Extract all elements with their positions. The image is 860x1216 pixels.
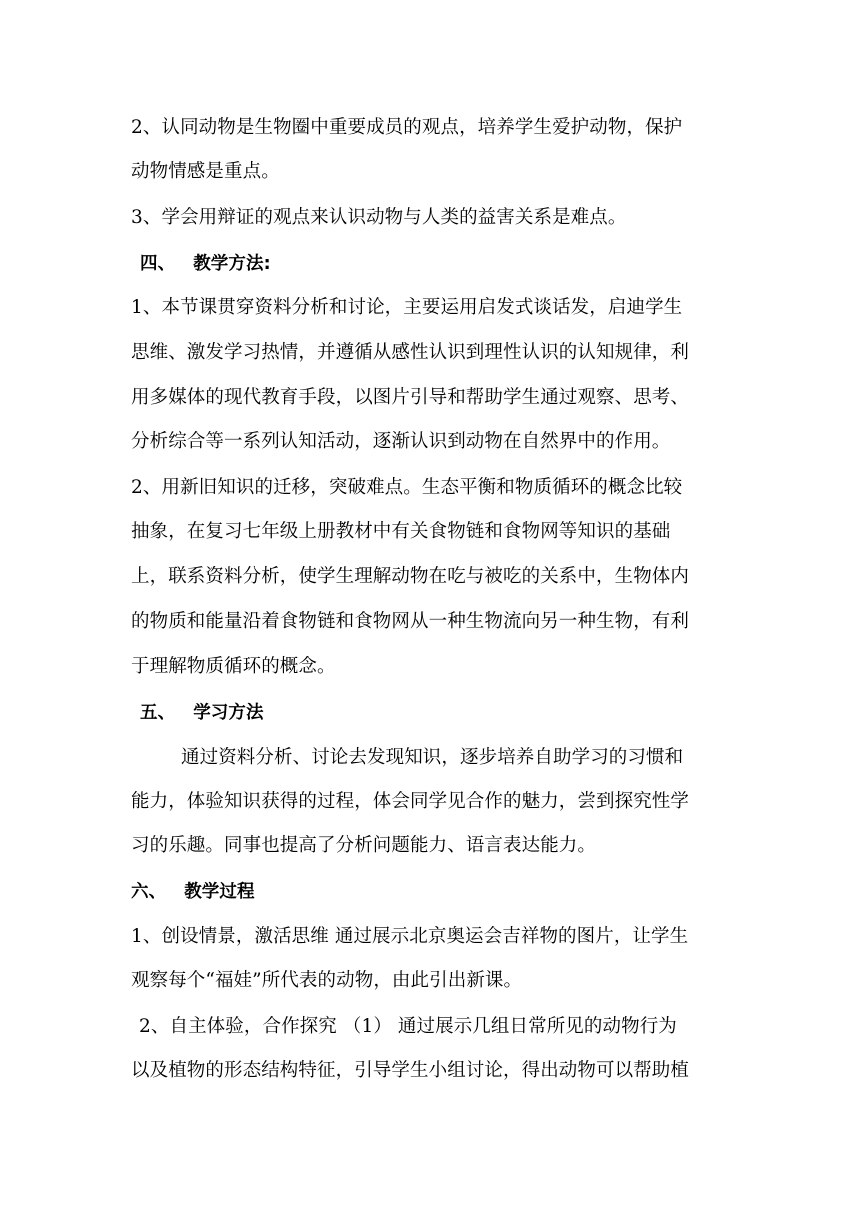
section-heading-5: [140, 693, 740, 733]
paragraph-line: 用多媒体的现代教育手段，以图片引导和帮助学生通过观察、思考、: [131, 387, 690, 408]
section-title: 教学过程: [184, 882, 255, 902]
paragraph-line: 思维、激发学习热情，并遵循从感性认识到理性认识的认知规律，利: [131, 342, 690, 363]
paragraph-line: 2、自主体验，合作探究 （1） 通过展示几组日常所见的动物行为: [139, 1016, 677, 1037]
paragraph-line: 观察每个“福娃”所代表的动物，由此引出新课。: [131, 970, 523, 991]
paragraph-line: 2、用新旧知识的迁移，突破难点。生态平衡和物质循环的概念比较: [131, 477, 683, 498]
section-heading-6: [131, 872, 731, 912]
paragraph-line: 2、认同动物是生物圈中重要成员的观点，培养学生爱护动物，保护: [131, 117, 683, 138]
section-number: 五、: [140, 703, 176, 723]
paragraph-line: 分析综合等一系列认知活动，逐渐认识到动物在自然界中的作用。: [131, 431, 671, 452]
section-heading-4: [140, 244, 740, 284]
paragraph-line: 1、本节课贯穿资料分析和讨论，主要运用启发式谈话发，启迪学生: [131, 297, 683, 318]
paragraph-line: 能力，体验知识获得的过程，体会同学见合作的魅力，尝到探究性学: [131, 791, 690, 812]
paragraph-line: 抽象，在复习七年级上册教材中有关食物链和食物网等知识的基础: [131, 521, 671, 542]
paragraph-line: 于理解物质循环的概念。: [131, 656, 336, 677]
section-title: 学习方法: [193, 703, 264, 723]
paragraph-line: 通过资料分析、讨论去发现知识，逐步培养自助学习的习惯和: [181, 747, 684, 768]
section-number: 四、: [140, 254, 176, 274]
section-title: 教学方法:: [193, 254, 271, 274]
paragraph-line: 1、创设情景，激活思维 通过展示北京奥运会吉祥物的图片，让学生: [131, 926, 689, 947]
paragraph-line: 动物情感是重点。: [131, 161, 280, 182]
paragraph-line: 上，联系资料分析，使学生理解动物在吃与被吃的关系中，生物体内: [131, 566, 690, 587]
section-number: 六、: [131, 882, 167, 902]
paragraph-line: 的物质和能量沿着食物链和食物网从一种生物流向另一种生物，有利: [131, 611, 690, 632]
paragraph-line: 习的乐趣。同事也提高了分析问题能力、语言表达能力。: [131, 835, 597, 856]
paragraph-line: 以及植物的形态结构特征，引导学生小组讨论，得出动物可以帮助植: [131, 1060, 690, 1081]
paragraph-line: 3、学会用辩证的观点来认识动物与人类的益害关系是难点。: [131, 207, 627, 228]
